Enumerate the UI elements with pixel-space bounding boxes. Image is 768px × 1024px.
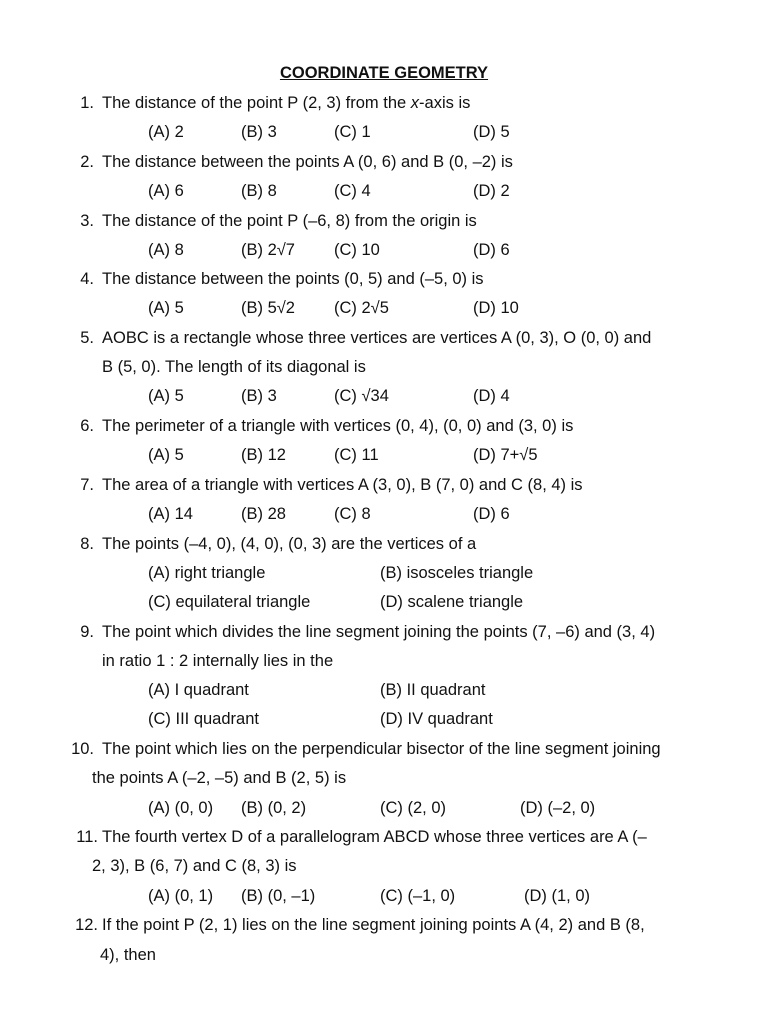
- question-1-text-part-1: The distance of the point P (2, 3) from the: [102, 94, 411, 112]
- question-5-number: 5.: [80, 329, 94, 347]
- question-1-variable-x: x: [410, 94, 420, 112]
- question-8-number: 8.: [80, 535, 94, 553]
- question-7-option-a: (A) 14: [148, 505, 193, 523]
- question-11-option-c: (C) (–1, 0): [380, 887, 456, 905]
- question-3-option-b: (B) 2√7: [241, 241, 295, 259]
- question-1-number: 1.: [80, 94, 94, 112]
- question-5-text-line-1: AOBC is a rectangle whose three vertices are vertices A (0, 3), O (0, 0) and: [102, 329, 652, 347]
- question-4-option-c: (C) 2√5: [334, 299, 389, 317]
- question-9-option-a: (A) I quadrant: [148, 681, 249, 699]
- question-1-text-part-2: -axis is: [419, 94, 471, 112]
- question-10-number: 10.: [71, 740, 94, 758]
- question-7-number: 7.: [80, 476, 94, 494]
- question-5-option-c: (C) √34: [334, 387, 389, 405]
- question-9-option-c: (C) III quadrant: [148, 710, 259, 728]
- document-title: COORDINATE GEOMETRY: [279, 64, 489, 82]
- question-6-option-d: (D) 7+√5: [473, 446, 538, 464]
- question-1-option-b: (B) 3: [241, 123, 277, 141]
- question-2-option-b: (B) 8: [241, 182, 277, 200]
- question-9-option-d: (D) IV quadrant: [380, 710, 493, 728]
- question-10-option-c: (C) (2, 0): [380, 799, 446, 817]
- question-10-option-d: (D) (–2, 0): [520, 799, 596, 817]
- question-6-option-a: (A) 5: [148, 446, 184, 464]
- question-6-option-b: (B) 12: [241, 446, 286, 464]
- question-2-option-c: (C) 4: [334, 182, 371, 200]
- question-7-option-d: (D) 6: [473, 505, 510, 523]
- question-12-text-line-1: If the point P (2, 1) lies on the line segment joining points A (4, 2) and B (8,: [102, 916, 645, 934]
- question-3-text: The distance of the point P (–6, 8) from the origin is: [102, 212, 477, 230]
- question-12-text-line-2: 4), then: [100, 946, 156, 964]
- question-9-number: 9.: [80, 623, 94, 641]
- question-1-option-c: (C) 1: [334, 123, 371, 141]
- question-12-number: 12.: [75, 916, 98, 934]
- question-6-text: The perimeter of a triangle with vertices (0, 4), (0, 0) and (3, 0) is: [102, 417, 574, 435]
- question-11-number: 11.: [76, 828, 98, 846]
- question-4-option-b: (B) 5√2: [241, 299, 295, 317]
- question-3-option-c: (C) 10: [334, 241, 380, 259]
- question-6-number: 6.: [80, 417, 94, 435]
- question-3-option-a: (A) 8: [148, 241, 184, 259]
- question-9-option-b: (B) II quadrant: [380, 681, 486, 699]
- question-7-option-b: (B) 28: [241, 505, 286, 523]
- question-9-text-line-2: in ratio 1 : 2 internally lies in the: [102, 652, 334, 670]
- question-3-number: 3.: [80, 212, 94, 230]
- question-8-text: The points (–4, 0), (4, 0), (0, 3) are the vertices of a: [102, 535, 477, 553]
- question-4-text: The distance between the points (0, 5) and (–5, 0) is: [102, 270, 484, 288]
- question-11-text-line-1: The fourth vertex D of a parallelogram ABCD whose three vertices are A (–: [102, 828, 647, 846]
- question-4-option-d: (D) 10: [473, 299, 519, 317]
- question-11-option-b: (B) (0, –1): [241, 887, 316, 905]
- question-5-text-line-2: B (5, 0). The length of its diagonal is: [102, 358, 366, 376]
- question-11-option-d: (D) (1, 0): [524, 887, 590, 905]
- question-6-option-c: (C) 11: [334, 446, 379, 464]
- question-4-number: 4.: [80, 270, 94, 288]
- question-10-text-line-2: the points A (–2, –5) and B (2, 5) is: [92, 769, 347, 787]
- question-1-option-a: (A) 2: [148, 123, 184, 141]
- question-3-option-d: (D) 6: [473, 241, 510, 259]
- question-11-option-a: (A) (0, 1): [148, 887, 214, 905]
- question-1-option-d: (D) 5: [473, 123, 510, 141]
- question-9-text-line-1: The point which divides the line segment joining the points (7, –6) and (3, 4): [102, 623, 656, 641]
- question-11-text-line-2: 2, 3), B (6, 7) and C (8, 3) is: [92, 857, 297, 875]
- question-10-option-b: (B) (0, 2): [241, 799, 307, 817]
- question-10-text-line-1: The point which lies on the perpendicular bisector of the line segment joining: [102, 740, 661, 758]
- question-8-option-d: (D) scalene triangle: [380, 593, 524, 611]
- question-8-option-a: (A) right triangle: [148, 564, 266, 582]
- question-8-option-b: (B) isosceles triangle: [380, 564, 534, 582]
- question-5-option-b: (B) 3: [241, 387, 277, 405]
- question-2-text: The distance between the points A (0, 6) and B (0, –2) is: [102, 153, 513, 171]
- question-1-text: [102, 92, 470, 114]
- question-10-option-a: (A) (0, 0): [148, 799, 214, 817]
- question-8-option-c: (C) equilateral triangle: [148, 593, 311, 611]
- question-2-option-a: (A) 6: [148, 182, 184, 200]
- question-4-option-a: (A) 5: [148, 299, 184, 317]
- question-7-option-c: (C) 8: [334, 505, 371, 523]
- question-7-text: The area of a triangle with vertices A (3, 0), B (7, 0) and C (8, 4) is: [102, 476, 583, 494]
- question-5-option-a: (A) 5: [148, 387, 184, 405]
- question-2-option-d: (D) 2: [473, 182, 510, 200]
- question-2-number: 2.: [80, 153, 94, 171]
- question-5-option-d: (D) 4: [473, 387, 510, 405]
